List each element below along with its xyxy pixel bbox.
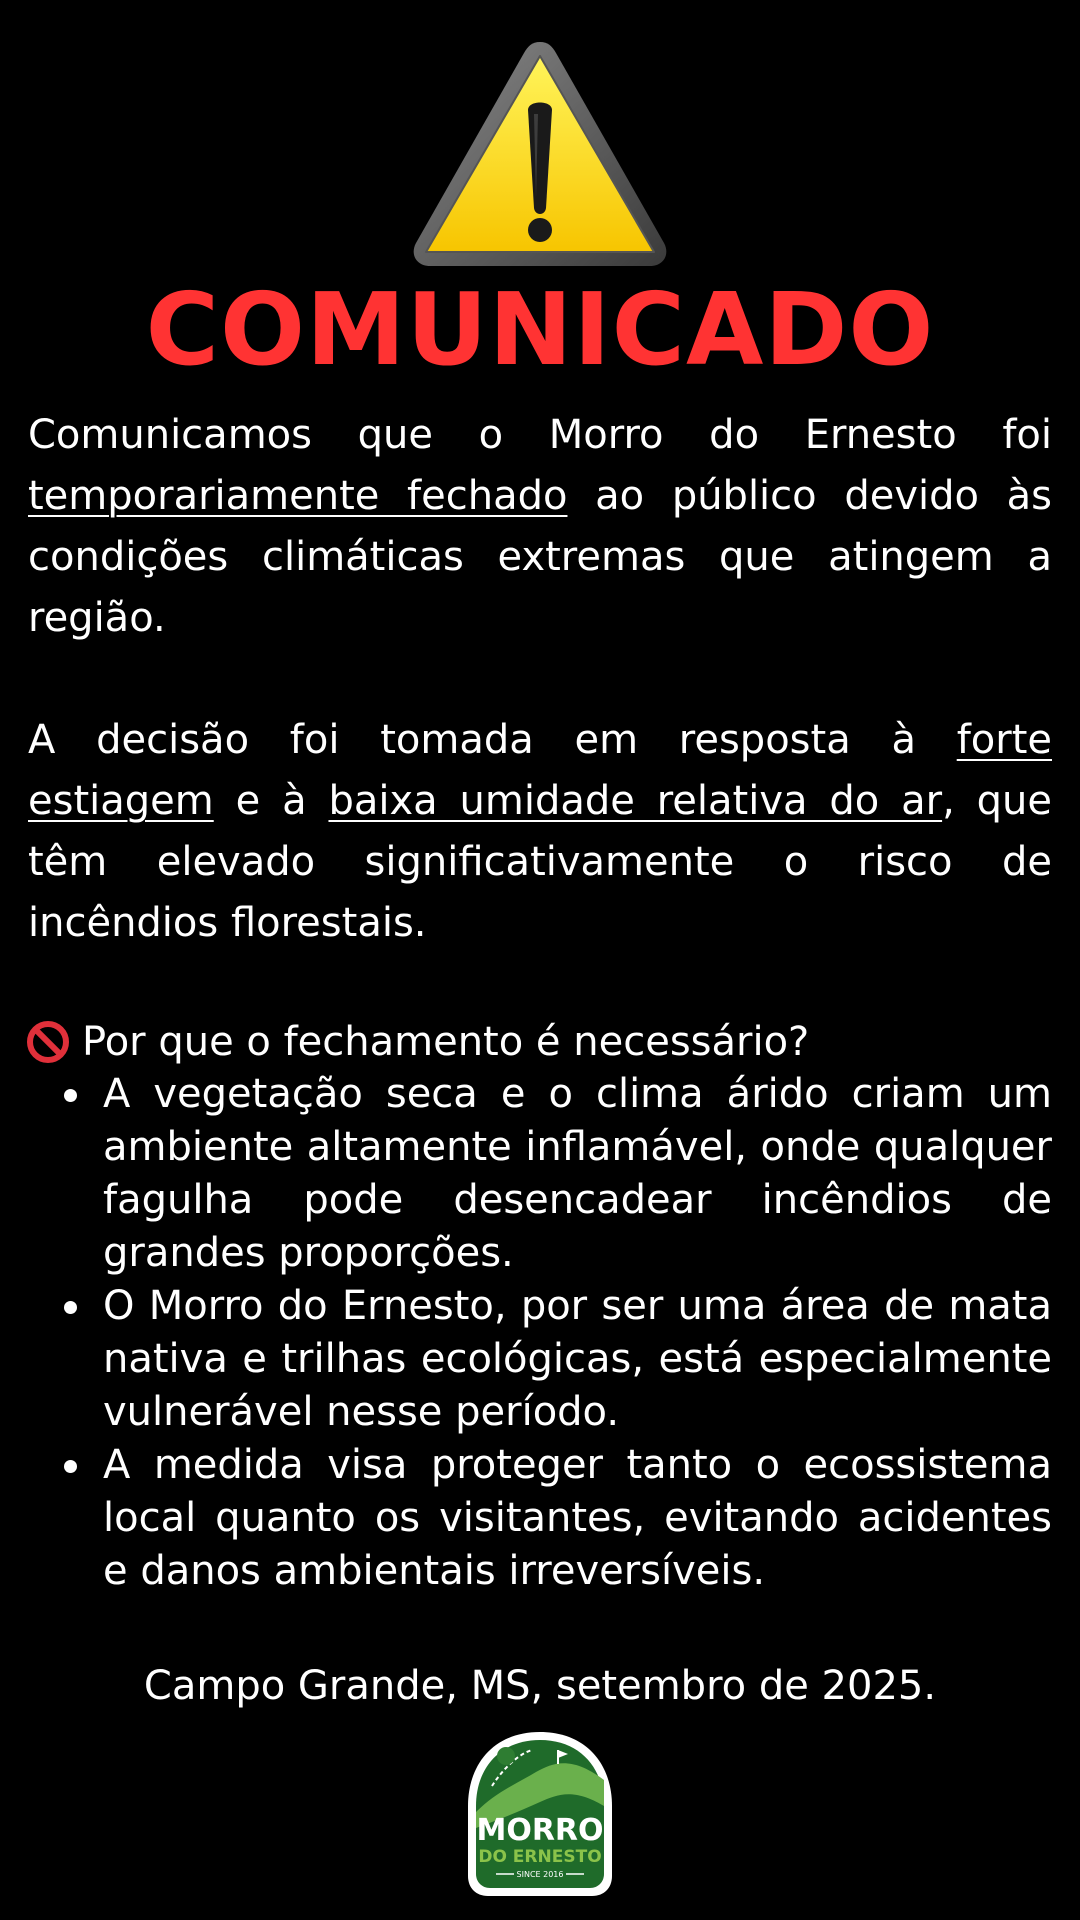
p1-underlined: temporariamente fechado — [28, 473, 568, 519]
list-item — [28, 1280, 1052, 1439]
p2-text-3: , que têm elevado significativamente o risco de incêndios florestais. — [28, 778, 1053, 946]
p2-text-2: e à — [213, 778, 329, 824]
p1-text-after: ao público devido às condições climáticas extremas que atingem a região. — [28, 473, 1052, 641]
reason-paragraph — [28, 710, 1052, 954]
warning-triangle-icon — [410, 38, 670, 270]
signature-place-date: Campo Grande, MS, setembro de 2025. — [143, 1663, 937, 1709]
p1-text-before: Comunicamos que o Morro do Ernesto foi — [28, 412, 1052, 458]
bullet-dot — [64, 1301, 77, 1314]
why-heading — [26, 1012, 1056, 1072]
p2-underlined-2: baixa umidade relativa do ar — [328, 778, 943, 824]
list-item-text: A medida visa proteger tanto o ecossistema local quanto os visitantes, evitando acidentes e danos ambientais irreversíveis. — [103, 1442, 1052, 1594]
logo-line-3: SINCE 2016 — [516, 1870, 564, 1879]
p2-text-1: A decisão foi tomada em resposta à — [28, 717, 957, 763]
logo-emblem — [462, 1728, 618, 1900]
logo-line-1: MORRO — [476, 1813, 604, 1848]
logo — [462, 1728, 618, 1900]
list-item-text: A vegetação seca e o clima árido criam um ambiente altamente inflamável, onde qualquer fagulha pode desencadear incêndios de grandes proporções. — [103, 1071, 1052, 1276]
page-title: COMUNICADO — [145, 271, 935, 388]
closure-paragraph — [28, 405, 1052, 649]
p2-underlined-1: forte estiagem — [28, 717, 1052, 824]
bullet-dot — [64, 1089, 77, 1102]
warning-sign — [0, 38, 1080, 270]
list-item — [28, 1068, 1052, 1280]
reasons-list — [28, 1068, 1052, 1598]
logo-line-2: DO ERNESTO — [478, 1847, 602, 1867]
list-item-text: O Morro do Ernesto, por ser uma área de mata nativa e trilhas ecológicas, está especialmente vulnerável nesse período. — [103, 1283, 1052, 1435]
prohibited-icon — [26, 1020, 70, 1064]
list-item — [28, 1439, 1052, 1598]
why-heading-text: Por que o fechamento é necessário? — [82, 1019, 810, 1065]
bullet-dot — [64, 1460, 77, 1473]
